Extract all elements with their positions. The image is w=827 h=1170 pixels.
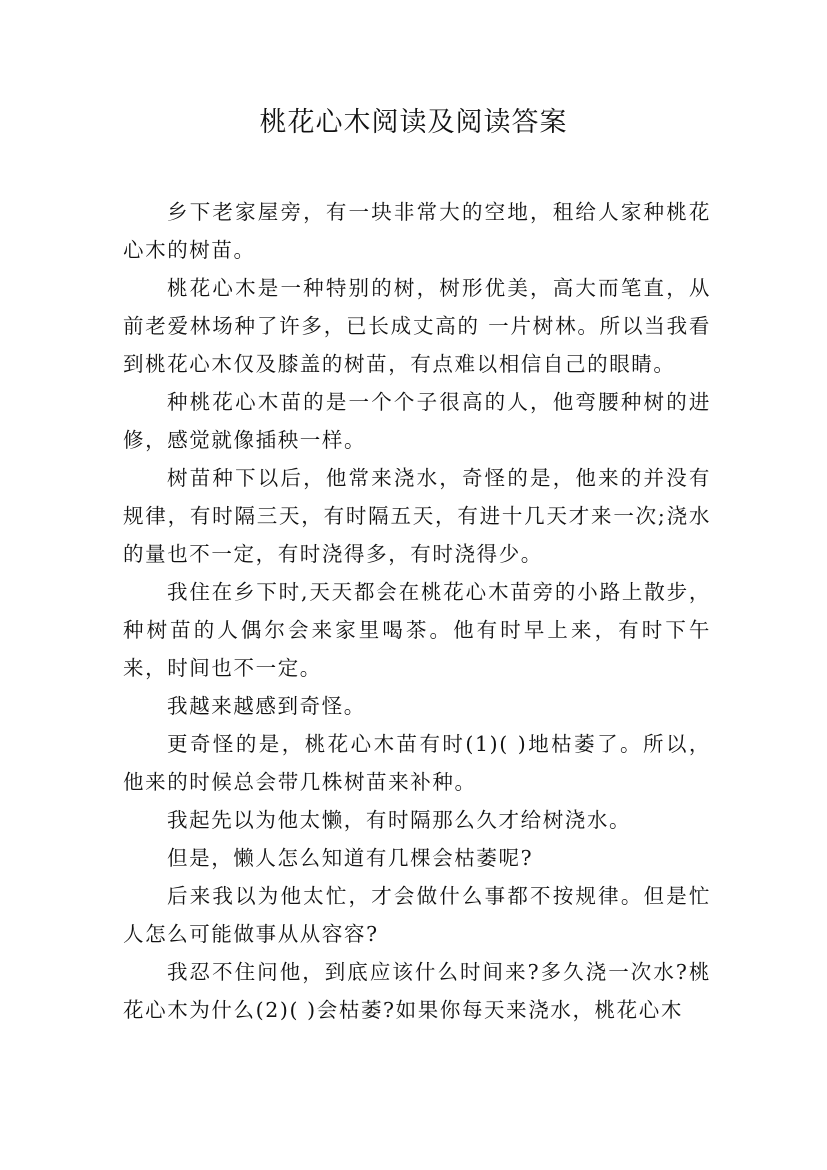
paragraph-1: 乡下老家屋旁，有一块非常大的空地，租给人家种桃花心木的树苗。 [123,200,711,262]
paragraph-2: 桃花心木是一种特别的树，树形优美，高大而笔直，从前老爱林场种了许多，已长成丈高的 一片树林。所以当我看到桃花心木仅及膝盖的树苗，有点难以相信自己的眼睛。 [123,276,711,376]
paragraph-8: 我起先以为他太懒，有时隔那么久才给树浇水。 [167,808,632,832]
document-title: 桃花心木阅读及阅读答案 [259,107,568,138]
paragraph-9: 但是，懒人怎么知道有几棵会枯萎呢? [167,846,534,870]
paragraph-3: 种桃花心木苗的是一个个子很高的人，他弯腰种树的进修，感觉就像插秧一样。 [123,390,711,452]
paragraph-11: 我忍不住问他，到底应该什么时间来?多久浇一次水?桃花心木为什么(2)( )会枯萎?如果你每天来浇水，桃花心木 [123,960,711,1022]
paragraph-6: 我越来越感到奇怪。 [167,694,366,718]
paragraph-4: 树苗种下以后，他常来浇水，奇怪的是，他来的并没有规律，有时隔三天，有时隔五天，有进十几天才来一次;浇水的量也不一定，有时浇得多，有时浇得少。 [123,466,711,566]
paragraph-7: 更奇怪的是，桃花心木苗有时(1)( )地枯萎了。所以，他来的时候总会带几株树苗来补种。 [123,732,711,794]
article-body [123,193,711,1029]
paragraph-10: 后来我以为他太忙，才会做什么事都不按规律。但是忙人怎么可能做事从从容容? [123,884,711,946]
paragraph-5: 我住在乡下时,天天都会在桃花心木苗旁的小路上散步，种树苗的人偶尔会来家里喝茶。他有时早上来，有时下午来，时间也不一定。 [123,580,711,680]
